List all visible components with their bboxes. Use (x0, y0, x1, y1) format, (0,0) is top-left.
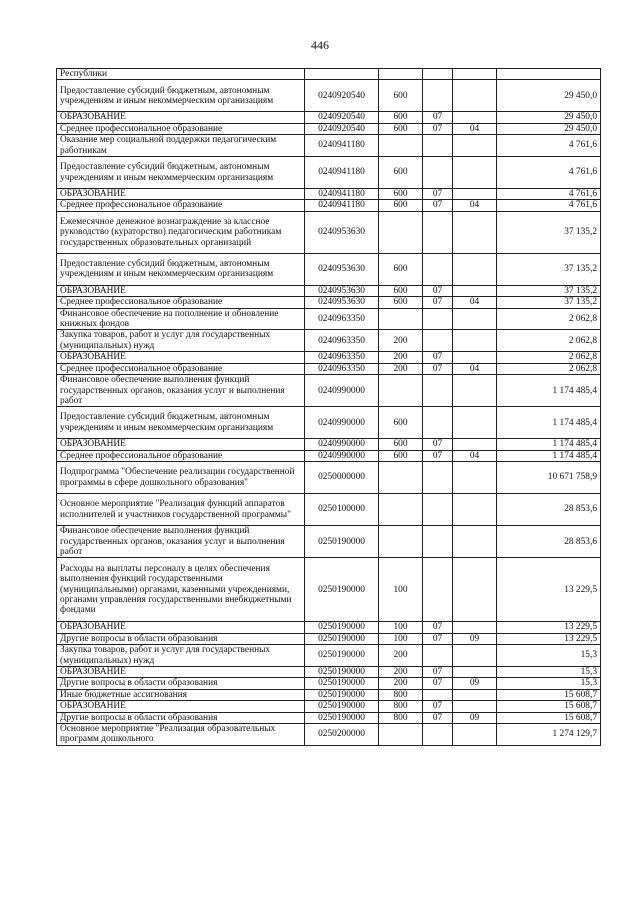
cell-sum: 13 229,5 (497, 558, 601, 622)
cell-name: Закупка товаров, работ и услуг для государственных (муниципальных) нужд (57, 330, 305, 352)
table-row (57, 123, 601, 134)
cell-rz (423, 330, 453, 352)
cell-sum: 4 761,6 (497, 200, 601, 211)
table-row (57, 407, 601, 439)
cell-pr: 09 (453, 633, 497, 644)
cell-rz (423, 211, 453, 253)
cell-vr: 100 (379, 622, 423, 633)
cell-sum: 2 062,8 (497, 330, 601, 352)
cell-rz: 07 (423, 123, 453, 134)
table-row (57, 189, 601, 200)
cell-pr (453, 701, 497, 712)
cell-code: 0250190000 (305, 645, 379, 667)
cell-code: 0240920540 (305, 112, 379, 123)
cell-name: ОБРАЗОВАНИЕ (57, 701, 305, 712)
cell-pr (453, 645, 497, 667)
table-row (57, 558, 601, 622)
cell-rz: 07 (423, 285, 453, 296)
cell-name: ОБРАЗОВАНИЕ (57, 112, 305, 123)
cell-pr (453, 135, 497, 157)
table-row (57, 135, 601, 157)
cell-pr: 04 (453, 363, 497, 374)
cell-rz (423, 69, 453, 80)
cell-name: Другие вопросы в области образования (57, 633, 305, 644)
cell-name: Предоставление субсидий бюджетным, автономным учреждениям и иным некоммерческим организациям (57, 80, 305, 112)
cell-name: Финансовое обеспечение на пополнение и обновление книжных фондов (57, 308, 305, 330)
cell-code: 0250190000 (305, 678, 379, 689)
cell-vr: 600 (379, 297, 423, 308)
table-row (57, 439, 601, 450)
table-row (57, 330, 601, 352)
cell-code: 0250190000 (305, 666, 379, 677)
cell-name: Среднее профессиональное образование (57, 450, 305, 461)
table-row (57, 363, 601, 374)
cell-code: 0240963350 (305, 363, 379, 374)
cell-sum: 4 761,6 (497, 157, 601, 189)
cell-code: 0240953630 (305, 297, 379, 308)
cell-sum: 4 761,6 (497, 189, 601, 200)
cell-name: Республики (57, 69, 305, 80)
table-row (57, 633, 601, 644)
cell-pr (453, 308, 497, 330)
cell-rz: 07 (423, 439, 453, 450)
cell-pr (453, 189, 497, 200)
cell-code: 0240941180 (305, 200, 379, 211)
cell-code: 0240920540 (305, 123, 379, 134)
cell-sum: 37 135,2 (497, 297, 601, 308)
cell-sum: 1 174 485,4 (497, 375, 601, 407)
cell-name: Иные бюджетные ассигнования (57, 689, 305, 700)
cell-rz: 07 (423, 622, 453, 633)
table-row (57, 712, 601, 723)
cell-rz: 07 (423, 633, 453, 644)
budget-table-body (57, 69, 601, 746)
cell-rz: 07 (423, 712, 453, 723)
cell-rz: 07 (423, 352, 453, 363)
cell-pr (453, 285, 497, 296)
cell-vr: 600 (379, 253, 423, 285)
cell-name: ОБРАЗОВАНИЕ (57, 622, 305, 633)
cell-sum: 37 135,2 (497, 285, 601, 296)
cell-code: 0250190000 (305, 633, 379, 644)
cell-pr (453, 558, 497, 622)
cell-name: Предоставление субсидий бюджетным, автономным учреждениям и иным некоммерческим организациям (57, 157, 305, 189)
cell-name: ОБРАЗОВАНИЕ (57, 666, 305, 677)
cell-vr: 100 (379, 558, 423, 622)
cell-rz (423, 558, 453, 622)
cell-code: 0240953630 (305, 253, 379, 285)
table-row (57, 297, 601, 308)
cell-name: Закупка товаров, работ и услуг для государственных (муниципальных) нужд (57, 645, 305, 667)
cell-vr (379, 462, 423, 494)
cell-code: 0250190000 (305, 558, 379, 622)
cell-sum: 15,3 (497, 678, 601, 689)
cell-vr: 600 (379, 80, 423, 112)
cell-rz (423, 645, 453, 667)
page-number: 446 (311, 38, 329, 52)
cell-pr (453, 375, 497, 407)
cell-name: Предоставление субсидий бюджетным, автономным учреждениям и иным некоммерческим организациям (57, 407, 305, 439)
cell-code: 0240990000 (305, 450, 379, 461)
cell-vr: 200 (379, 352, 423, 363)
cell-name: Среднее профессиональное образование (57, 123, 305, 134)
cell-code: 0240953630 (305, 211, 379, 253)
budget-table (56, 68, 601, 746)
table-row (57, 450, 601, 461)
cell-name: Среднее профессиональное образование (57, 297, 305, 308)
cell-pr (453, 80, 497, 112)
cell-pr (453, 352, 497, 363)
cell-vr (379, 211, 423, 253)
cell-rz (423, 724, 453, 746)
cell-sum: 2 062,8 (497, 363, 601, 374)
cell-rz (423, 494, 453, 526)
table-row (57, 375, 601, 407)
cell-name: Финансовое обеспечение выполнения функций государственных органов, оказания услуг и выполнения работ (57, 526, 305, 558)
cell-name: Финансовое обеспечение выполнения функций государственных органов, оказания услуг и выполнения работ (57, 375, 305, 407)
cell-code: 0250190000 (305, 689, 379, 700)
cell-vr (379, 494, 423, 526)
cell-name: Расходы на выплаты персоналу в целях обеспечения выполнения функций государственными (муниципальными) органами, казенными учреждениями, органами управления государственными внебюджетными фондами (57, 558, 305, 622)
table-row (57, 200, 601, 211)
cell-name: Оказание мер социальной поддержки педагогическим работникам (57, 135, 305, 157)
cell-vr: 600 (379, 123, 423, 134)
cell-sum: 13 229,5 (497, 622, 601, 633)
cell-rz (423, 526, 453, 558)
cell-code: 0240990000 (305, 407, 379, 439)
table-row (57, 352, 601, 363)
cell-sum: 2 062,8 (497, 352, 601, 363)
cell-pr (453, 494, 497, 526)
cell-vr (379, 69, 423, 80)
cell-sum: 29 450,0 (497, 80, 601, 112)
cell-pr (453, 724, 497, 746)
cell-rz: 07 (423, 363, 453, 374)
cell-rz: 07 (423, 189, 453, 200)
cell-rz: 07 (423, 200, 453, 211)
cell-pr (453, 211, 497, 253)
cell-rz (423, 308, 453, 330)
cell-pr (453, 666, 497, 677)
cell-pr (453, 622, 497, 633)
cell-code: 0250190000 (305, 701, 379, 712)
cell-pr (453, 157, 497, 189)
cell-name: Предоставление субсидий бюджетным, автономным учреждениям и иным некоммерческим организациям (57, 253, 305, 285)
cell-code: 0240963350 (305, 330, 379, 352)
cell-vr: 600 (379, 285, 423, 296)
cell-sum: 13 229,5 (497, 633, 601, 644)
cell-rz (423, 375, 453, 407)
cell-rz (423, 407, 453, 439)
cell-rz: 07 (423, 678, 453, 689)
cell-name: Другие вопросы в области образования (57, 678, 305, 689)
cell-name: ОБРАЗОВАНИЕ (57, 352, 305, 363)
cell-vr: 600 (379, 112, 423, 123)
cell-rz (423, 157, 453, 189)
cell-pr: 04 (453, 123, 497, 134)
table-row (57, 462, 601, 494)
cell-rz (423, 253, 453, 285)
cell-vr: 600 (379, 439, 423, 450)
cell-pr: 09 (453, 712, 497, 723)
cell-code: 0240963350 (305, 308, 379, 330)
cell-rz (423, 135, 453, 157)
table-row (57, 701, 601, 712)
cell-name: Подпрограмма "Обеспечение реализации государственной программы в сфере дошкольного образования" (57, 462, 305, 494)
table-row (57, 622, 601, 633)
cell-code: 0240941180 (305, 189, 379, 200)
cell-rz (423, 689, 453, 700)
cell-pr (453, 462, 497, 494)
cell-vr (379, 375, 423, 407)
table-row (57, 80, 601, 112)
cell-sum: 15,3 (497, 645, 601, 667)
table-row (57, 253, 601, 285)
cell-vr: 800 (379, 701, 423, 712)
cell-name: Основное мероприятие "Реализация функций аппаратов исполнителей и участников государственной программы" (57, 494, 305, 526)
cell-pr (453, 69, 497, 80)
cell-rz: 07 (423, 666, 453, 677)
cell-pr (453, 330, 497, 352)
cell-vr: 600 (379, 189, 423, 200)
table-row (57, 678, 601, 689)
cell-vr: 600 (379, 407, 423, 439)
cell-vr: 800 (379, 712, 423, 723)
cell-code: 0250190000 (305, 712, 379, 723)
cell-sum: 1 174 485,4 (497, 407, 601, 439)
cell-code: 0250100000 (305, 494, 379, 526)
cell-pr (453, 112, 497, 123)
table-row (57, 308, 601, 330)
table-row (57, 689, 601, 700)
cell-name: Основное мероприятие "Реализация образовательных программ дошкольного (57, 724, 305, 746)
cell-sum (497, 69, 601, 80)
cell-vr (379, 308, 423, 330)
cell-name: Среднее профессиональное образование (57, 363, 305, 374)
cell-name: ОБРАЗОВАНИЕ (57, 189, 305, 200)
cell-sum: 2 062,8 (497, 308, 601, 330)
cell-rz: 07 (423, 701, 453, 712)
cell-name: Ежемесячное денежное вознаграждение за классное руководство (кураторство) педагогическим работникам государственных образовательных организаций (57, 211, 305, 253)
cell-sum: 15,3 (497, 666, 601, 677)
cell-code: 0240963350 (305, 352, 379, 363)
cell-vr (379, 526, 423, 558)
cell-code: 0250000000 (305, 462, 379, 494)
cell-pr: 09 (453, 678, 497, 689)
cell-vr: 600 (379, 157, 423, 189)
cell-vr: 800 (379, 689, 423, 700)
cell-code: 0250190000 (305, 622, 379, 633)
cell-vr: 200 (379, 645, 423, 667)
cell-code: 0240920540 (305, 80, 379, 112)
table-row (57, 494, 601, 526)
cell-rz: 07 (423, 450, 453, 461)
cell-pr (453, 439, 497, 450)
cell-vr: 200 (379, 666, 423, 677)
cell-sum: 15 608,7 (497, 689, 601, 700)
cell-sum: 37 135,2 (497, 211, 601, 253)
cell-vr (379, 724, 423, 746)
cell-sum: 1 174 485,4 (497, 450, 601, 461)
cell-code: 0240941180 (305, 135, 379, 157)
cell-vr: 100 (379, 633, 423, 644)
table-row (57, 157, 601, 189)
table-row (57, 285, 601, 296)
cell-code: 0250190000 (305, 526, 379, 558)
cell-sum: 4 761,6 (497, 135, 601, 157)
cell-rz (423, 80, 453, 112)
cell-code: 0240941180 (305, 157, 379, 189)
cell-pr (453, 689, 497, 700)
cell-name: ОБРАЗОВАНИЕ (57, 285, 305, 296)
cell-sum: 10 671 758,9 (497, 462, 601, 494)
cell-rz: 07 (423, 297, 453, 308)
table-row (57, 211, 601, 253)
cell-sum: 1 274 129,7 (497, 724, 601, 746)
cell-sum: 1 174 485,4 (497, 439, 601, 450)
cell-pr: 04 (453, 450, 497, 461)
table-row (57, 724, 601, 746)
cell-code: 0240990000 (305, 439, 379, 450)
cell-sum: 28 853,6 (497, 526, 601, 558)
cell-sum: 29 450,0 (497, 112, 601, 123)
cell-rz (423, 462, 453, 494)
cell-sum: 29 450,0 (497, 123, 601, 134)
cell-sum: 15 608,7 (497, 712, 601, 723)
cell-pr (453, 526, 497, 558)
cell-sum: 15 608,7 (497, 701, 601, 712)
table-row (57, 645, 601, 667)
cell-rz: 07 (423, 112, 453, 123)
table-row (57, 112, 601, 123)
cell-pr: 04 (453, 200, 497, 211)
cell-vr: 200 (379, 330, 423, 352)
table-row (57, 69, 601, 80)
cell-vr (379, 135, 423, 157)
cell-pr (453, 253, 497, 285)
cell-name: ОБРАЗОВАНИЕ (57, 439, 305, 450)
cell-vr: 600 (379, 450, 423, 461)
table-row (57, 666, 601, 677)
table-row (57, 526, 601, 558)
cell-vr: 200 (379, 678, 423, 689)
cell-name: Другие вопросы в области образования (57, 712, 305, 723)
cell-code: 0250200000 (305, 724, 379, 746)
cell-pr: 04 (453, 297, 497, 308)
cell-code: 0240990000 (305, 375, 379, 407)
cell-code (305, 69, 379, 80)
cell-sum: 28 853,6 (497, 494, 601, 526)
cell-sum: 37 135,2 (497, 253, 601, 285)
cell-name: Среднее профессиональное образование (57, 200, 305, 211)
cell-vr: 200 (379, 363, 423, 374)
cell-code: 0240953630 (305, 285, 379, 296)
cell-pr (453, 407, 497, 439)
cell-vr: 600 (379, 200, 423, 211)
